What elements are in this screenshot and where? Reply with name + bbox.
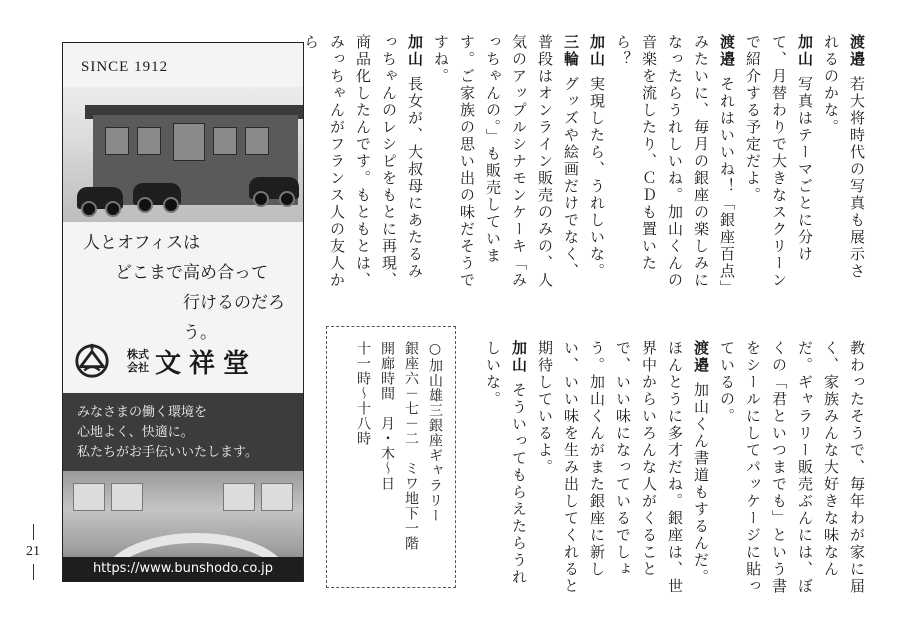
ad-slogan-line-3: 行けるのだろう。 xyxy=(183,293,285,343)
ad-slogan-line-2: どこまで高め合って xyxy=(115,263,268,283)
gallery-hours-label: 開廊時間 月・木～日 xyxy=(379,341,395,491)
dialogue-turn xyxy=(532,340,714,602)
bunshodo-advertisement xyxy=(62,42,304,582)
company-logo-row xyxy=(73,339,298,383)
ad-since-text: SINCE 1912 xyxy=(81,59,169,75)
gallery-info-box xyxy=(326,326,456,588)
car-wheel xyxy=(105,201,121,217)
gallery-hours: 十一時～十八時 xyxy=(355,341,371,446)
ad-tagline-line-1: みなさまの働く環境を xyxy=(77,405,208,420)
dialogue-text: 実現したら、うれしいな。 xyxy=(588,76,606,280)
dialogue-block-lower xyxy=(484,340,870,602)
dialogue-turn xyxy=(584,34,610,296)
speaker-name: 加山 xyxy=(406,34,424,68)
dialogue-text: 写真はテーマごとに分けて、月替わりで大きなスクリーンで紹介する予定だよ。 xyxy=(744,34,814,289)
company-name: 文祥堂 xyxy=(155,348,258,379)
speaker-name: 渡邉 xyxy=(692,340,710,374)
speaker-name: 渡邉 xyxy=(718,34,736,68)
dialogue-text: そういってもらえたらうれしいな。 xyxy=(484,340,528,586)
dialogue-turn xyxy=(480,340,532,602)
car-wheel xyxy=(279,191,295,207)
ad-slogan-line-1: 人とオフィスは xyxy=(83,233,201,253)
dialogue-turn xyxy=(298,34,428,296)
company-type-line-1: 株式 xyxy=(127,348,149,361)
dialogue-text: 長女が、大叔母にあたるみっちゃんのレシピをもとに再現、商品化したんです。もともとは、みっちゃんがフランス人の友人から xyxy=(302,34,424,289)
bunshodo-logo-icon xyxy=(73,342,111,380)
dialogue-turn xyxy=(610,34,740,296)
company-type-label xyxy=(127,348,149,374)
gallery-info-text xyxy=(351,341,447,579)
dialogue-text: 教わったそうで、毎年わが家に届く、家族みんな大好きな味なんだ。ギャラリー販売ぶんには、ぼくの「君といつまでも」という書をシールにしてパッケージに貼っているの。 xyxy=(718,340,866,595)
ad-tagline-line-3: 私たちがお手伝いいたします。 xyxy=(77,445,258,460)
page-number xyxy=(18,520,48,584)
company-type-line-2: 会社 xyxy=(127,361,149,374)
ad-slogan xyxy=(79,228,294,348)
office-window xyxy=(223,483,255,511)
car-wheel xyxy=(163,197,179,213)
building-window xyxy=(137,127,161,155)
gallery-address: 銀座六－七－二 ミワ地下一階 xyxy=(403,341,419,551)
ad-url[interactable]: https://www.bunshodo.co.jp xyxy=(63,557,303,581)
dialogue-text: 若大将時代の写真も展示されるのかな。 xyxy=(822,34,866,280)
gallery-name: ○加山雄三銀座ギャラリー xyxy=(427,341,443,523)
dialogue-turn xyxy=(818,34,870,296)
ad-tagline-panel xyxy=(63,393,303,581)
dialogue-turn xyxy=(714,340,870,602)
speaker-name: 加山 xyxy=(588,34,606,68)
ad-tagline xyxy=(77,403,258,463)
building-window xyxy=(245,127,269,155)
ad-tagline-line-2: 心地よく、快適に。 xyxy=(77,425,194,440)
car-wheel xyxy=(81,201,97,217)
office-window xyxy=(73,483,105,511)
speaker-name: 渡邉 xyxy=(848,34,866,68)
dialogue-text: 加山くん書道もするんだ。ほんとうに多才だね。銀座は、世界中からいろんな人がくることで、いい味になっているでしょう。加山くんがまた銀座に新しい、いい味を生み出してくれると期待しているよ。 xyxy=(536,340,710,595)
speaker-name: 加山 xyxy=(796,34,814,68)
dialogue-turn xyxy=(740,34,818,296)
car-wheel xyxy=(137,197,153,213)
dialogue-turn xyxy=(428,34,584,296)
office-window xyxy=(261,483,293,511)
historic-building-photo xyxy=(63,87,303,222)
speaker-name: 三輪 xyxy=(562,34,580,68)
folio-rule-top xyxy=(33,524,34,540)
dialogue-block-upper xyxy=(302,34,870,296)
dialogue-text: それはいいね！「銀座百点」みたいに、毎月の銀座の楽しみになったらうれしいね。加山くんの音楽を流したり、ＣＤも置いたら？ xyxy=(614,34,736,290)
car-wheel xyxy=(253,191,269,207)
office-window xyxy=(111,483,143,511)
folio-rule-bottom xyxy=(33,564,34,580)
page-number-text: 21 xyxy=(26,544,40,559)
building-entrance xyxy=(173,123,205,161)
building-window xyxy=(213,127,237,155)
building-window xyxy=(105,127,129,155)
speaker-name: 加山 xyxy=(510,340,528,374)
dialogue-text: グッズや絵画だけでなく、普段はオンライン販売のみの、人気のアップルシナモンケーキ「みっちゃんの。」も販売しています。ご家族の思い出の味だそうですね。 xyxy=(432,34,580,289)
